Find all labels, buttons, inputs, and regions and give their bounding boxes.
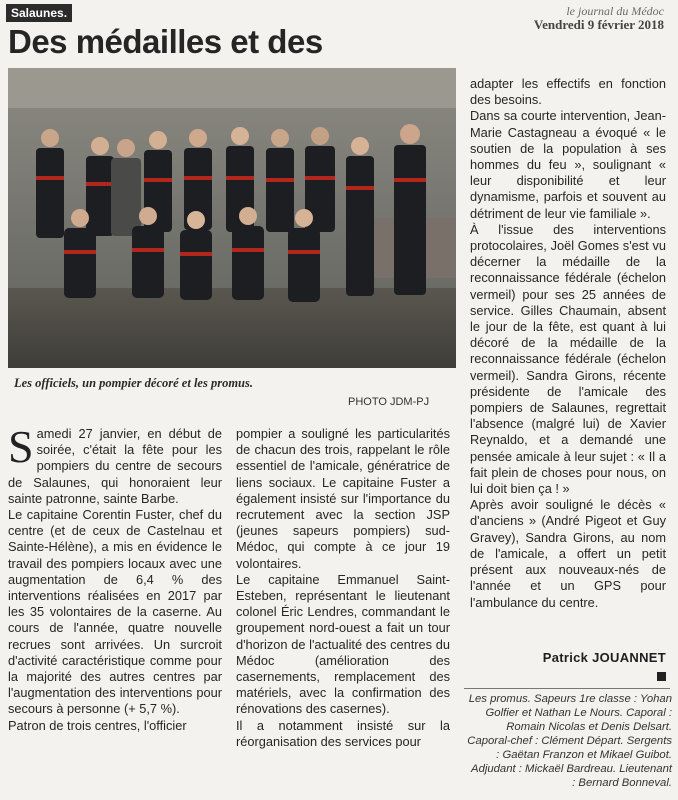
lead-text: amedi 27 janvier, en début de soirée, c'était la fête pour les pompiers du centre de secours de Salaunes, qui honoraient leur sainte patronne, sainte Barbe.: [8, 426, 222, 506]
paragraph: Dans sa courte intervention, Jean-Marie Castagneau a évoqué « le soutien de la population à ses hommes du feu », soulignant « leur disponibilité et leur dynamisme, parfois et souvent au détriment de leur vie familiale ».: [470, 108, 666, 221]
lead-paragraph: [8, 426, 222, 507]
masthead: [534, 4, 664, 32]
paragraph: À l'issue des interventions protocolaires, Joël Gomes s'est vu décerner la médaille de la reconnaissance fédérale (échelon vermeil) pour ses 25 années de service. Gilles Chaumain, absent le jour de la fête, est quant à lui décoré de la médaille de la reconnaissance fédérale (échelon vermeil). Sandra Girons, récente présidente de l'amicale des pompiers de Salaunes, regrettait l'absence (malgré lui) de Xavier Reynaldo, et a demandé une pensée amicale à leur sujet : « Il a fait plein de choses pour nous, on lui doit bien ça ! »: [470, 221, 666, 497]
section-kicker: Salaunes.: [6, 4, 72, 22]
journal-name: le journal du Médoc: [566, 4, 664, 18]
issue-date: Vendredi 9 février 2018: [533, 17, 664, 32]
article-column-2: [236, 426, 450, 800]
paragraph: Le capitaine Corentin Fuster, chef du centre (et de ceux de Castelnau et Sainte-Hélène), a mis en évidence le travail des pompiers locaux avec une augmentation de 6,4 % des interventions réalisées en 2017 par les 35 volontaires de la caserne. Au cours de l'année, quatre nouvelle recrues sont arrivées. Un surcroit d'activité caractéristique comme pour la majorité des autres centres par l'augmentation des interventions pour secours à personne (+ 5,7 %).: [8, 507, 222, 717]
author-byline: Patrick JOUANNET: [542, 650, 666, 665]
paragraph: adapter les effectifs en fonction des besoins.: [470, 76, 666, 108]
paragraph: Le capitaine Emmanuel Saint-Esteben, représentant le lieutenant colonel Éric Lendres, commandant le groupement nord-ouest a fait un tour d'horizon de l'actualité des centres du Médoc (amélioration des casernements, remplacement des matériels, avec la confirmation des rénovations des casernes).: [236, 571, 450, 717]
paragraph: Il a notamment insisté sur la réorganisation des services pour: [236, 717, 450, 749]
group-photo: [8, 68, 456, 368]
photo-caption: Les officiels, un pompier décoré et les promus.: [14, 376, 253, 390]
promotions-list: Les promus. Sapeurs 1re classe : Yohan Golfier et Nathan Le Nours. Caporal : Romain Nicolas et Denis Delsart. Caporal-chef : Clément Départ. Sergents : Gaëtan Franzon et Mikael Guibot. Adjudant : Mickaël Bardreau. Lieutenant : Bernard Bonneval.: [467, 693, 672, 789]
firefighters-photo-illustration: [8, 68, 456, 368]
end-mark-icon: [657, 672, 666, 681]
divider: [464, 688, 670, 689]
paragraph: pompier a souligné les particularités de chacun des trois, rappelant le rôle essentiel de l'amicale, génératrice de liens sociaux. Le capitaine Fuster a également insisté sur l'importance du recrutement avec la section JSP (jeunes sapeurs pompiers) sud-Médoc, qui compte à ce jour 19 volontaires.: [236, 426, 450, 571]
article-column-3: [470, 76, 666, 666]
paragraph: Patron de trois centres, l'officier: [8, 717, 187, 733]
drop-cap: S: [8, 426, 34, 472]
photo-credit: PHOTO JDM-PJ: [348, 396, 430, 408]
article-column-1: [8, 426, 222, 800]
headline: Des médailles et des: [8, 23, 323, 60]
paragraph: Après avoir souligné le décès « d'anciens » (André Pigeot et Guy Gravey), Sandra Girons, au nom de l'amicale, a offert un petit présent aux nouveaux-nés de l'année et un GPS pour l'ambulance du centre.: [470, 497, 666, 610]
